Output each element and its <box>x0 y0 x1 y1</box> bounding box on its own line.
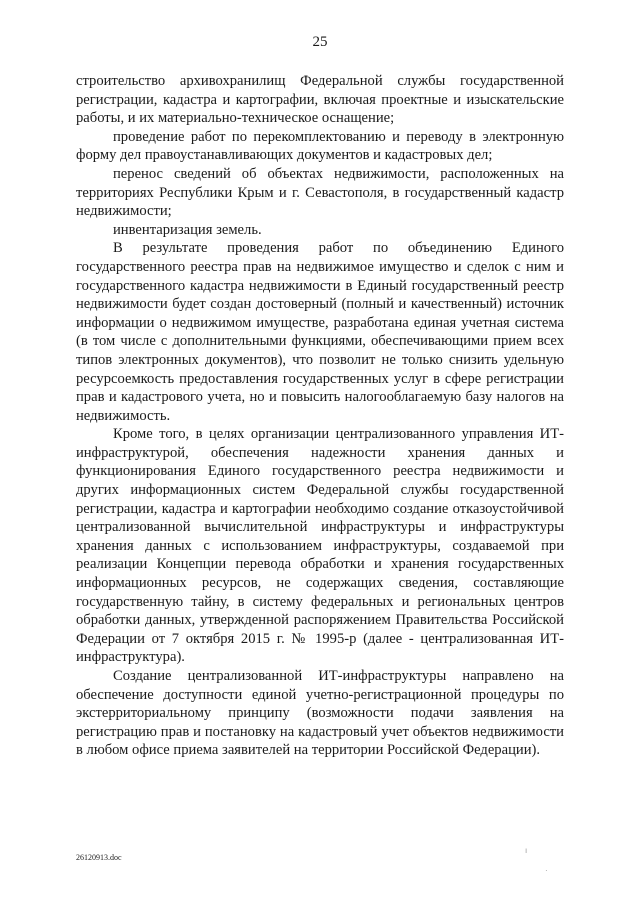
paragraph-unified-registry-result: В результате проведения работ по объединению Единого государственного реестра прав на недвижимое имущество и сделок с ним и государственного кадастра недвижимости в Единый государственный реестр недвижимости будет создан достоверный (полный и качественный) источник информации о недвижимом имуществе, разработана единая учетная система (в том числе с дополнительными функциями, обеспечивающими прием всех типов электронных документов), что позволит не только снизить удельную ресурсоемкость предоставления государственных услуг в сфере регистрации прав и кадастрового учета, но и повысить налогооблагаемую базу налогов на недвижимость. <box>76 240 564 424</box>
paragraph-land-inventory: инвентаризация земель. <box>113 221 262 238</box>
page-number: 25 <box>312 34 328 50</box>
document-file-code: 26120913.doc <box>76 853 122 862</box>
paragraph-crimea-transfer: перенос сведений об объектах недвижимости, расположенных на территориях Республики Крым и г. Севастополя, в государственный кадастр недвижимости; <box>76 165 564 220</box>
paragraph-it-infrastructure: Кроме того, в целях организации централизованного управления ИТ-инфраструктурой, обеспечения надежности хранения данных и функционирования Единого государственного реестра недвижимости и других информационных систем Федеральной службы государственной регистрации, кадастра и картографии необходимо создание отказоустойчивой централизованной вычислительной инфраструктуры и инфраструктуры хранения данных с использованием инфраструктуры, создаваемой при реализации Концепции перевода обработки и хранения государственных информационных ресурсов, не содержащих сведения, составляющие государственную тайну, в систему федеральных и региональных центров обработки данных, утвержденной распоряжением Правительства Российской Федерации от 7 октября 2015 г. № 1995-р (далее - централизованная ИТ-инфраструктура). <box>76 426 564 666</box>
document-body <box>76 72 564 760</box>
margin-mark: · <box>545 866 548 875</box>
paragraph-extraterritorial-access: Создание централизованной ИТ-инфраструктуры направлено на обеспечение доступности единой учетно-регистрационной процедуры по экстерриториальному принципу (возможности подачи заявления на регистрацию прав и постановку на кадастровый учет объектов недвижимости в любом офисе приема заявителей на территории Российской Федерации). <box>76 668 564 759</box>
paragraph-digitization: проведение работ по перекомплектованию и переводу в электронную форму дел правоустанавливающих документов и кадастровых дел; <box>76 128 564 164</box>
paragraph-archive-construction: строительство архивохранилищ Федеральной службы государственной регистрации, кадастра и картографии, включая проектные и изыскательские работы, и их материально-техническое оснащение; <box>76 73 564 127</box>
margin-mark: ı <box>525 846 528 855</box>
